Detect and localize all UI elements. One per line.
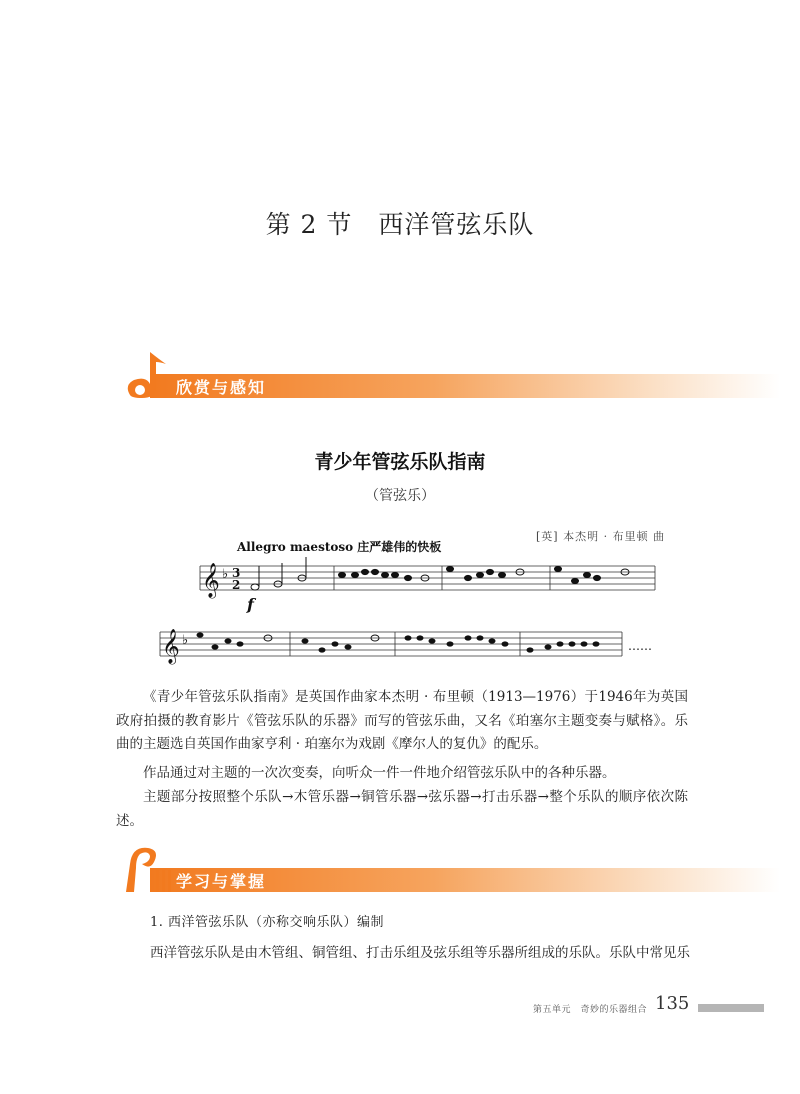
treble-clef-icon: 𝄞 xyxy=(162,629,180,664)
notes-staff-1 xyxy=(251,557,629,590)
appreciation-banner xyxy=(120,374,760,398)
chapter-title: 第 2 节 西洋管弦乐队 xyxy=(265,210,535,239)
banner-label: 欣赏与感知 xyxy=(176,378,267,397)
banner-label: 学习与掌握 xyxy=(176,872,267,891)
piece-title: 青少年管弦乐队指南 xyxy=(314,451,486,473)
composer-credit: [英] 本杰明 · 布里顿 曲 xyxy=(536,530,666,543)
paragraph-3: 主题部分按照整个乐队→木管乐器→铜管乐器→弦乐器→打击乐器→整个乐队的顺序依次陈述。 xyxy=(116,789,688,829)
time-signature-top: 3 xyxy=(232,566,241,580)
flat-icon: ♭ xyxy=(222,567,229,582)
page-number: 135 xyxy=(655,993,690,1014)
treble-clef-icon: 𝄞 xyxy=(202,563,220,598)
time-signature-bottom: 2 xyxy=(232,578,241,592)
footer-bar xyxy=(698,1004,764,1012)
paragraph-4: 西洋管弦乐队是由木管组、铜管组、打击乐组及弦乐组等乐器所组成的乐队。乐队中常见乐 xyxy=(150,945,690,961)
section-heading: 1. 西洋管弦乐队（亦称交响乐队）编制 xyxy=(150,915,385,930)
flat-icon: ♭ xyxy=(182,633,189,648)
music-score xyxy=(150,548,670,678)
music-note-icon xyxy=(120,350,184,400)
harp-icon xyxy=(120,842,180,894)
piece-subtitle: （管弦乐） xyxy=(365,488,435,504)
dynamic-marking: f xyxy=(247,595,254,614)
learning-banner xyxy=(120,868,760,892)
paragraph-1: 《青少年管弦乐队指南》是英国作曲家本杰明 · 布里顿（1913—1976）于1946年为英国政府拍摄的教育影片《管弦乐队的乐器》而写的管弦乐曲，又名《珀塞尔主题变奏与赋格》。乐曲的主题选自英国作曲家亨利 · 珀塞尔为戏剧《摩尔人的复仇》的配乐。 xyxy=(116,689,688,752)
footer-unit-label: 第五单元 奇妙的乐器组合 xyxy=(533,1005,648,1015)
paragraph-2: 作品通过对主题的一次次变奏，向听众一件一件地介绍管弦乐队中的各种乐器。 xyxy=(143,765,616,781)
tempo-marking: Allegro maestoso 庄严雄伟的快板 xyxy=(237,540,442,554)
notes-staff-2 xyxy=(197,632,600,652)
staff-2 xyxy=(160,632,622,656)
continuation-ellipsis: …… xyxy=(628,639,652,653)
